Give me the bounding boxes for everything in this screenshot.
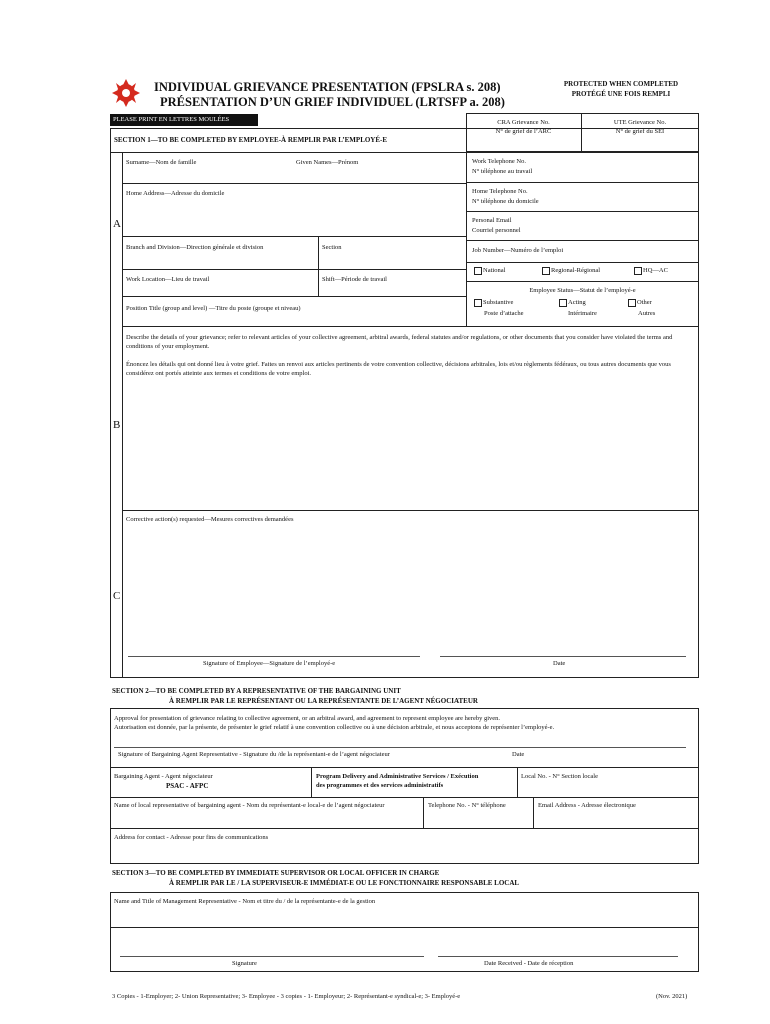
section1-heading: SECTION 1—TO BE COMPLETED BY EMPLOYEE-À REMPLIR PAR L’EMPLOYÉ-E bbox=[114, 136, 388, 144]
home-address-label: Home Address—Adresse du domicile bbox=[126, 190, 225, 197]
branch-division-label: Branch and Division—Direction générale et division bbox=[126, 244, 264, 251]
section2-heading-fr: À REMPLIR PAR LE REPRÉSENTANT OU LA REPRÉSENTANTE DE L’AGENT NÉGOCIATEUR bbox=[169, 697, 478, 705]
checkbox-icon bbox=[634, 267, 642, 275]
date-received-label: Date Received - Date de réception bbox=[484, 960, 574, 967]
mgmt-name-label: Name and Title of Management Representative - Nom et titre du / de la représentante-e de la gestion bbox=[114, 898, 376, 905]
form-version: (Nov. 2021) bbox=[656, 993, 688, 1000]
employee-status-label: Employee Status—Statut de l’employé-e bbox=[529, 287, 636, 294]
local-email-label: Email Address - Adresse électronique bbox=[538, 802, 636, 809]
checkbox-regional[interactable] bbox=[542, 266, 600, 275]
employee-date-line[interactable] bbox=[440, 656, 686, 657]
corrective-action-label: Corrective action(s) requested—Mesures correctives demandées bbox=[126, 516, 294, 523]
email-label-fr: Courriel personnel bbox=[472, 227, 521, 234]
approval-text-fr: Autorisation est donnée, par la présente, de présenter le grief relatif à une convention collective ou à une décision arbitrale, et nous acceptons de représenter l’employé-e. bbox=[114, 724, 555, 731]
cra-grievance-label-fr: N° de grief de l’ARC bbox=[495, 128, 552, 135]
national-label: National bbox=[483, 267, 506, 274]
approval-text-en: Approval for presentation of grievance relating to collective agreement, or an arbitral award, and agreement to represent employee are hereby given. bbox=[114, 715, 501, 722]
details-instructions-en: Describe the details of your grievance; refer to relevant articles of your collective agreement, arbitral awards, federal statutes and/or regulations, or other documents that you consider have violated the terms and conditions of your employment. bbox=[126, 334, 673, 350]
form-title-fr: PRÉSENTATION D’UN GRIEF INDIVIDUEL (LRTSFP a. 208) bbox=[160, 95, 505, 109]
checkbox-icon bbox=[474, 267, 482, 275]
copies-distribution: 3 Copies - 1-Employer; 2- Union Representative; 3- Employee - 3 copies - 1- Employeur; 2- Représentant-e syndical-e; 3- Employé-e bbox=[112, 993, 461, 1000]
program-label-fr: des programmes et des services administratifs bbox=[316, 782, 444, 789]
home-phone-label-fr: N° téléphone du domicile bbox=[472, 198, 539, 205]
please-print-banner: PLEASE PRINT EN LETTRES MOULÉES bbox=[110, 114, 258, 126]
given-names-label: Given Names—Prénom bbox=[296, 159, 359, 166]
part-b-letter: B bbox=[113, 419, 121, 431]
checkbox-icon bbox=[474, 299, 482, 307]
program-label-en: Program Delivery and Administrative Services / Exécution bbox=[316, 773, 479, 780]
acting-label-fr: Intérimaire bbox=[568, 310, 597, 317]
protected-label-fr: PROTÉGÉ UNE FOIS REMPLI bbox=[571, 90, 671, 98]
mgmt-signature-line[interactable] bbox=[120, 956, 424, 957]
union-logo-icon bbox=[108, 78, 144, 108]
bargaining-agent-label: Bargaining Agent - Agent négociateur bbox=[114, 773, 213, 780]
corrective-action-textarea[interactable] bbox=[124, 528, 697, 648]
work-phone-label-fr: N° téléphone au travail bbox=[472, 168, 533, 175]
date-received-line[interactable] bbox=[438, 956, 678, 957]
shift-label: Shift—Période de travail bbox=[322, 276, 387, 283]
home-phone-label: Home Telephone No. bbox=[472, 188, 528, 195]
section-label: Section bbox=[322, 244, 342, 251]
checkbox-other[interactable] bbox=[628, 298, 652, 307]
acting-label: Acting bbox=[568, 299, 586, 306]
substantive-label-fr: Poste d’attache bbox=[484, 310, 524, 317]
form-title-en: INDIVIDUAL GRIEVANCE PRESENTATION (FPSLRA s. 208) bbox=[154, 80, 501, 94]
agent-signature-line[interactable] bbox=[114, 747, 686, 748]
position-title-label: Position Title (group and level) —Titre du poste (groupe et niveau) bbox=[126, 305, 301, 312]
agent-signature-label: Signature of Bargaining Agent Representative - Signature du /de la représentant-e de l’agent négociateur bbox=[118, 751, 390, 758]
bargaining-agent-name: PSAC - AFPC bbox=[166, 782, 209, 790]
protected-label-en: PROTECTED WHEN COMPLETED bbox=[563, 80, 679, 88]
email-label: Personal Email bbox=[472, 217, 512, 224]
section3-heading-fr: À REMPLIR PAR LE / LA SUPERVISEUR-E IMMÉDIAT-E OU LE FONCTIONNAIRE RESPONSABLE LOCAL bbox=[169, 879, 520, 887]
job-number-label: Job Number—Numéro de l’emploi bbox=[472, 247, 564, 254]
regional-label: Regional-Régional bbox=[551, 267, 601, 274]
part-c-letter: C bbox=[113, 590, 121, 602]
ute-grievance-label-fr: N° de grief du SEI bbox=[615, 128, 665, 135]
work-location-label: Work Location—Lieu de travail bbox=[126, 276, 210, 283]
mgmt-signature-label: Signature bbox=[232, 960, 257, 967]
employee-date-label: Date bbox=[553, 660, 566, 667]
checkbox-icon bbox=[559, 299, 567, 307]
surname-label: Surname—Nom de famille bbox=[126, 159, 197, 166]
local-rep-label: Name of local representative of bargaining agent - Nom du représentant-e local-e de l’agent négociateur bbox=[114, 802, 385, 809]
ute-grievance-label: UTE Grievance No. bbox=[613, 119, 667, 126]
other-label-fr: Autres bbox=[638, 310, 656, 317]
checkbox-icon bbox=[628, 299, 636, 307]
checkbox-icon bbox=[542, 267, 550, 275]
checkbox-acting[interactable] bbox=[559, 298, 586, 307]
agent-date-label: Date bbox=[512, 751, 525, 758]
local-telephone-label: Telephone No. - N° téléphone bbox=[428, 802, 506, 809]
other-label: Other bbox=[637, 299, 652, 306]
part-a-letter: A bbox=[113, 218, 121, 230]
local-no-label: Local No. - N° Section locale bbox=[521, 773, 598, 780]
details-instructions-fr: Énoncez les détails qui ont donné lieu à votre grief. Faites un renvoi aux articles pertinents de votre convention collective, décisions arbitrales, lois et/ou règlements fédéraux, ou tous autres documents que vous considérez ont portés atteinte aux termes et conditions de votre emploi. bbox=[126, 361, 671, 377]
checkbox-substantive[interactable] bbox=[474, 298, 513, 307]
work-phone-label: Work Telephone No. bbox=[472, 158, 526, 165]
details-textarea[interactable] bbox=[124, 382, 697, 508]
hq-label: HQ—AC bbox=[643, 267, 668, 274]
employee-signature-line[interactable] bbox=[128, 656, 420, 657]
cra-grievance-label: CRA Grievance No. bbox=[497, 119, 550, 126]
checkbox-national[interactable] bbox=[474, 266, 505, 275]
substantive-label: Substantive bbox=[483, 299, 514, 306]
section3-heading-en: SECTION 3—TO BE COMPLETED BY IMMEDIATE SUPERVISOR OR LOCAL OFFICER IN CHARGE bbox=[112, 869, 440, 877]
section2-heading-en: SECTION 2—TO BE COMPLETED BY A REPRESENTATIVE OF THE BARGAINING UNIT bbox=[112, 687, 401, 695]
checkbox-hq[interactable] bbox=[634, 266, 668, 275]
employee-signature-label: Signature of Employee—Signature de l’employé-e bbox=[203, 660, 336, 667]
contact-address-label: Address for contact - Adresse pour fins de communications bbox=[114, 834, 269, 841]
